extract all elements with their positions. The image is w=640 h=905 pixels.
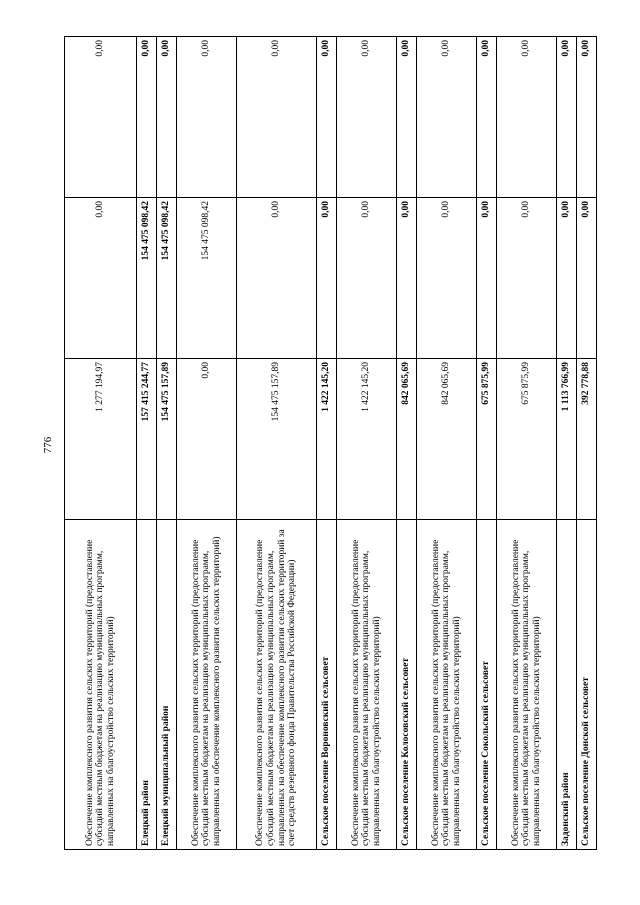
value-3: 0,00 [397, 37, 417, 198]
table-row [65, 37, 137, 850]
row-label: Сельское поселение Вороновский сельсовет [317, 520, 337, 850]
value-1: 392 778,88 [577, 359, 597, 520]
row-label: Обеспечение комплексного развития сельских территорий (предоставление субсидий местным бюджетам на реализацию муниципальных программ, направленных на благоустройство сельских территорий) [337, 520, 397, 850]
value-2: 0,00 [397, 198, 417, 359]
rotated-table-frame [64, 40, 592, 850]
value-1: 675 875,99 [497, 359, 557, 520]
value-3: 0,00 [157, 37, 177, 198]
row-label: Обеспечение комплексного развития сельских территорий (предоставление субсидий местным бюджетам на реализацию муниципальных программ, направленных на обеспечение комплексного развития сельских территорий за счет средств резервного фонда Правительства Российской Федерации) [237, 520, 317, 850]
table-row [417, 37, 477, 850]
value-1: 675 875,99 [477, 359, 497, 520]
value-1: 1 113 766,99 [557, 359, 577, 520]
table-row [177, 37, 237, 850]
value-2: 0,00 [417, 198, 477, 359]
value-2: 0,00 [65, 198, 137, 359]
value-1: 1 422 145,20 [317, 359, 337, 520]
table-row-subtotal [557, 37, 577, 850]
value-3: 0,00 [477, 37, 497, 198]
value-2: 0,00 [477, 198, 497, 359]
value-2: 0,00 [577, 198, 597, 359]
budget-table-body [65, 37, 597, 850]
value-1: 0,00 [177, 359, 237, 520]
value-2: 0,00 [497, 198, 557, 359]
row-label: Елецкий район [137, 520, 157, 850]
table-row-subtotal [577, 37, 597, 850]
value-1: 154 475 157,89 [237, 359, 317, 520]
value-3: 0,00 [577, 37, 597, 198]
row-label: Обеспечение комплексного развития сельских территорий (предоставление субсидий местным бюджетам на реализацию муниципальных программ, направленных на обеспечение комплексного развития сельских территорий) [177, 520, 237, 850]
row-label: Задонский район [557, 520, 577, 850]
table-row-subtotal [137, 37, 157, 850]
value-2: 0,00 [337, 198, 397, 359]
value-2: 0,00 [317, 198, 337, 359]
value-1: 842 065,69 [417, 359, 477, 520]
table-row [337, 37, 397, 850]
value-3: 0,00 [137, 37, 157, 198]
value-3: 0,00 [417, 37, 477, 198]
value-1: 842 065,69 [397, 359, 417, 520]
value-3: 0,00 [317, 37, 337, 198]
value-1: 1 422 145,20 [337, 359, 397, 520]
table-row-subtotal [397, 37, 417, 850]
row-label: Сельское поселение Сокольский сельсовет [477, 520, 497, 850]
value-3: 0,00 [237, 37, 317, 198]
row-label: Елецкий муниципальный район [157, 520, 177, 850]
value-3: 0,00 [65, 37, 137, 198]
value-2: 154 475 098,42 [157, 198, 177, 359]
value-1: 157 415 244,77 [137, 359, 157, 520]
value-3: 0,00 [497, 37, 557, 198]
value-1: 154 475 157,89 [157, 359, 177, 520]
table-row-subtotal [317, 37, 337, 850]
table-row-subtotal [157, 37, 177, 850]
table-row [497, 37, 557, 850]
value-3: 0,00 [337, 37, 397, 198]
budget-table [64, 36, 597, 850]
row-label: Обеспечение комплексного развития сельских территорий (предоставление субсидий местным бюджетам на реализацию муниципальных программ, направленных на благоустройство сельских территорий) [65, 520, 137, 850]
value-2: 0,00 [557, 198, 577, 359]
value-3: 0,00 [177, 37, 237, 198]
row-label: Обеспечение комплексного развития сельских территорий (предоставление субсидий местным бюджетам на реализацию муниципальных программ, направленных на благоустройство сельских территорий) [497, 520, 557, 850]
value-2: 154 475 098,42 [137, 198, 157, 359]
table-row-subtotal [477, 37, 497, 850]
value-2: 154 475 098,42 [177, 198, 237, 359]
row-label: Сельское поселение Колосовский сельсовет [397, 520, 417, 850]
value-3: 0,00 [557, 37, 577, 198]
page-number: 776 [42, 436, 54, 454]
value-2: 0,00 [237, 198, 317, 359]
row-label: Обеспечение комплексного развития сельских территорий (предоставление субсидий местным бюджетам на реализацию муниципальных программ, направленных на благоустройство сельских территорий) [417, 520, 477, 850]
rotated-table-container [64, 40, 592, 850]
value-1: 1 277 194,97 [65, 359, 137, 520]
table-row [237, 37, 317, 850]
row-label: Сельское поселение Донской сельсовет [577, 520, 597, 850]
